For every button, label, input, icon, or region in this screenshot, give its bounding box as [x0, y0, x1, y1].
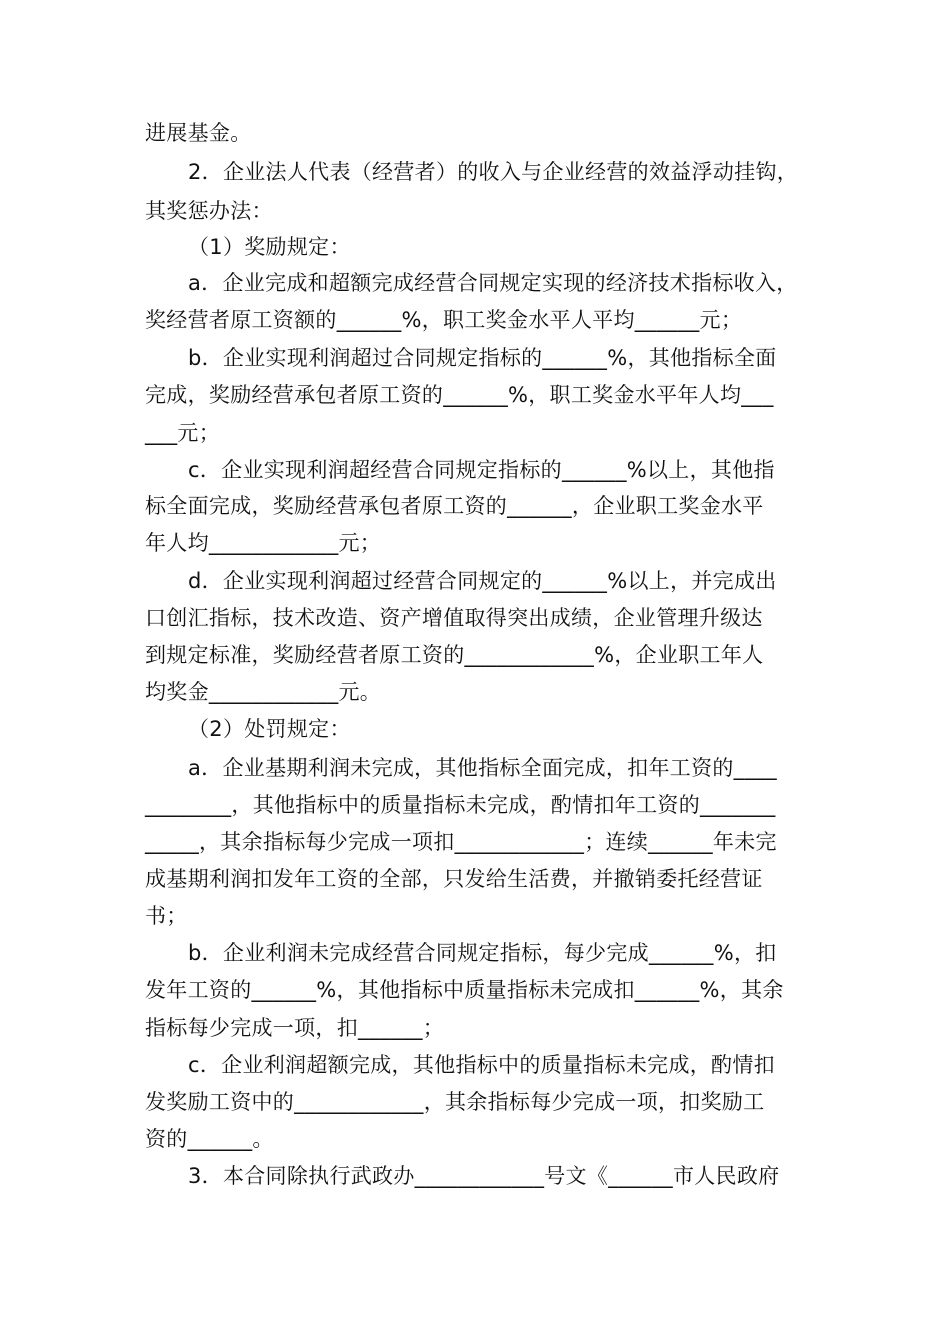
text-line: 指标每少完成一项，扣______； [145, 1016, 445, 1040]
text-line: 进展基金。 [145, 121, 252, 145]
text-line: （1）奖励规定： [188, 235, 351, 259]
text-line: ________，其他指标中的质量指标未完成，酌情扣年工资的_______ [145, 793, 776, 817]
text-line: 发奖励工资中的____________，其余指标每少完成一项，扣奖励工 [145, 1090, 765, 1114]
text-line: a．企业基期利润未完成，其他指标全面完成，扣年工资的____ [188, 756, 777, 780]
text-line: 奖经营者原工资额的______%，职工奖金水平人平均______元； [145, 308, 743, 332]
text-line: 均奖金____________元。 [145, 680, 382, 704]
text-line: ___元； [145, 421, 220, 445]
text-line: （2）处罚规定： [188, 717, 351, 741]
text-line: 完成，奖励经营承包者原工资的______%，职工奖金水平年人均___ [145, 383, 774, 407]
text-line: 年人均____________元； [145, 531, 382, 555]
text-line: 标全面完成，奖励经营承包者原工资的______，企业职工奖金水平 [145, 494, 764, 518]
text-line: 2．企业法人代表（经营者）的收入与企业经营的效益浮动挂钩， [188, 160, 799, 184]
text-line: 口创汇指标，技术改造、资产增值取得突出成绩，企业管理升级达 [145, 606, 763, 630]
text-line: b．企业利润未完成经营合同规定指标，每少完成______%，扣 [188, 941, 777, 965]
text-line: 成基期利润扣发年工资的全部，只发给生活费，并撤销委托经营证 [145, 867, 763, 891]
text-line: 书； [145, 904, 188, 928]
text-line: c．企业利润超额完成，其他指标中的质量指标未完成，酌情扣 [188, 1053, 775, 1077]
text-line: a．企业完成和超额完成经营合同规定实现的经济技术指标收入， [188, 271, 798, 295]
text-line: 其奖惩办法： [145, 199, 273, 223]
text-line: 发年工资的______%，其他指标中质量指标未完成扣______%，其余 [145, 978, 784, 1002]
text-line: d．企业实现利润超过经营合同规定的______%以上，并完成出 [188, 569, 777, 593]
text-line: 资的______。 [145, 1127, 274, 1151]
text-line: c．企业实现利润超经营合同规定指标的______%以上，其他指 [188, 458, 775, 482]
text-line: 3．本合同除执行武政办____________号文《______市人民政府 [188, 1164, 780, 1188]
text-line: 到规定标准，奖励经营者原工资的____________%，企业职工年人 [145, 643, 764, 667]
text-line: b．企业实现利润超过合同规定指标的______%，其他指标全面 [188, 346, 777, 370]
text-line: _____，其余指标每少完成一项扣____________；连续______年未完 [145, 830, 777, 854]
